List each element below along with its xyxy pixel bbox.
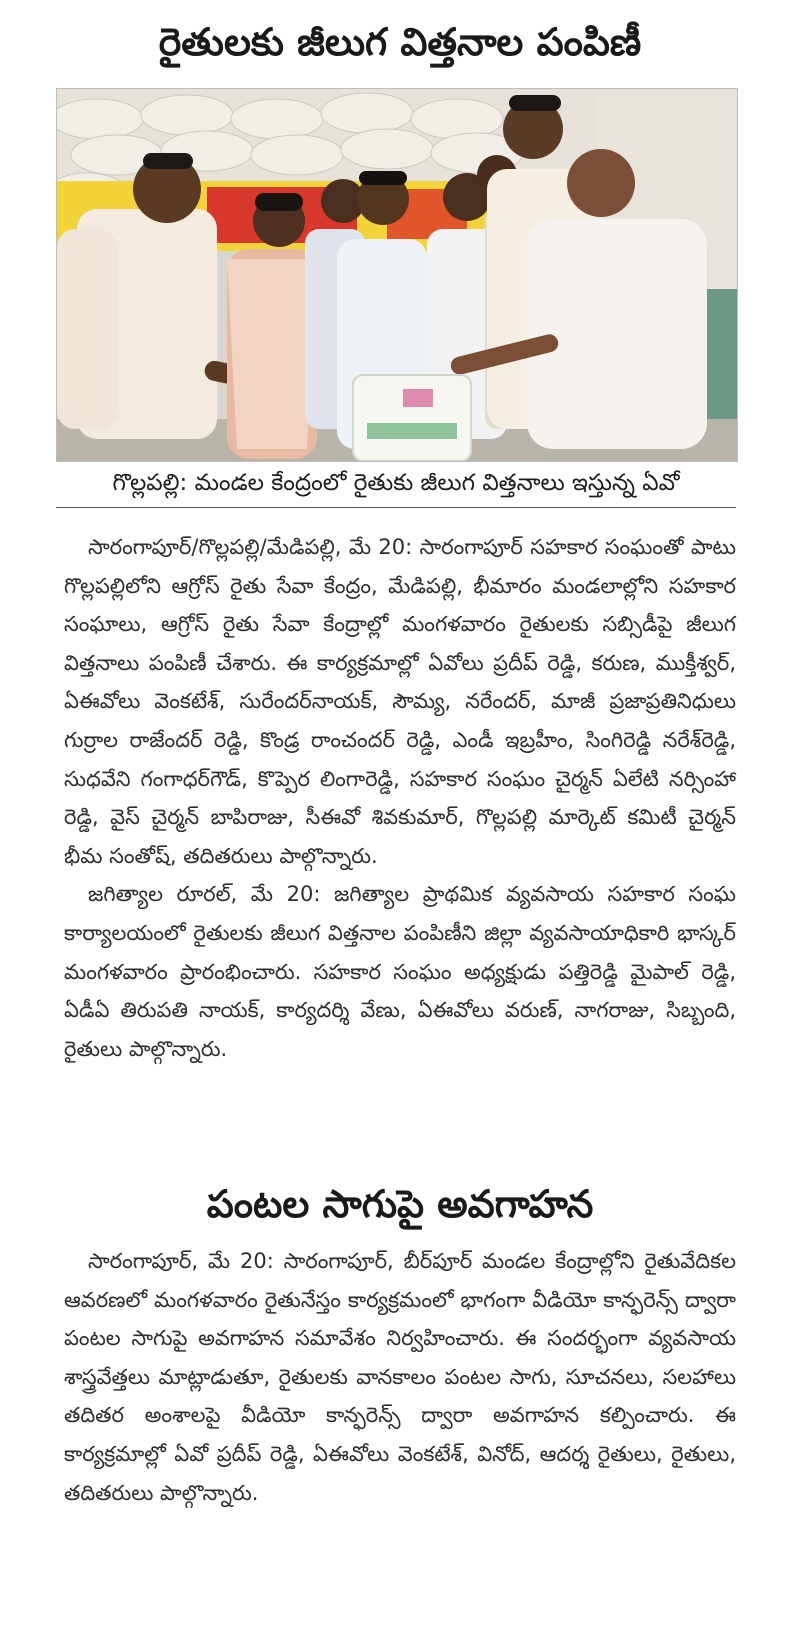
article2-body bbox=[64, 1242, 736, 1512]
article1-paragraph-1: సారంగాపూర్/గొల్లపల్లి/మేడిపల్లి, మే 20: సారంగాపూర్ సహకార సంఘంతో పాటు గొల్లపల్లిలోని ఆగ్రోస్ రైతు సేవా కేంద్రం, మేడిపల్లి, భీమారం మండలాల్లోని సహకార సంఘాలు, ఆగ్రోస్ రైతు సేవా కేంద్రాల్లో మంగళవారం రైతులకు సబ్సిడీపై జీలుగ విత్తనాలు పంపిణీ చేశారు. ఈ కార్యక్రమాల్లో ఏవోలు ప్రదీప్ రెడ్డి, కరుణ, ముక్తీశ్వర్, ఏఈవోలు వెంకటేశ్, సురేందర్‌నాయక్, సౌమ్య, నరేందర్, మాజీ ప్రజాప్రతినిధులు గుర్రాల రాజేందర్ రెడ్డి, కొండ్ర రాంచందర్ రెడ్డి, ఎండీ ఇబ్రహీం, సింగిరెడ్డి నరేశ్‌రెడ్డి, సుధవేని గంగాధర్‌గౌడ్, కొప్పెర లింగారెడ్డి, సహకార సంఘం చైర్మన్ ఏలేటి నర్సింహా రెడ్డి, వైస్ చైర్మన్ బాపిరాజు, సీఈవో శివకుమార్, గొల్లపల్లి మార్కెట్ కమిటీ చైర్మన్ భీమ సంతోష్, తదితరులు పాల్గొన్నారు. bbox=[64, 535, 736, 868]
photo-caption: గొల్లపల్లి: మండల కేంద్రంలో రైతుకు జీలుగ విత్తనాలు ఇస్తున్న ఏవో bbox=[112, 470, 680, 496]
news-photo bbox=[56, 88, 738, 462]
caption-divider bbox=[56, 507, 736, 508]
headline-crop-awareness: పంటల సాగుపై అవగాహన bbox=[206, 1182, 594, 1226]
article2-paragraph-1: సారంగాపూర్, మే 20: సారంగాపూర్, బీర్‌పూర్ మండల కేంద్రాల్లోని రైతువేదికల ఆవరణలో మంగళవారం రైతునేస్తం కార్యక్రమంలో భాగంగా వీడియో కాన్ఫరెన్స్ ద్వారా పంటల సాగుపై అవగాహన సమావేశం నిర్వహించారు. ఈ సందర్భంగా వ్యవసాయ శాస్త్రవేత్తలు మాట్లాడుతూ, రైతులకు వానకాలం పంటల సాగు, సూచనలు, సలహాలు తదితర అంశాలపై వీడియో కాన్ఫరెన్స్ ద్వారా అవగాహన కల్పించారు. ఈ కార్యక్రమాల్లో ఏవో ప్రదీప్ రెడ్డి, ఏఈవోలు వెంకటేశ్, వినోద్, ఆదర్శ రైతులు, రైతులు, తదితరులు పాల్గొన్నారు. bbox=[64, 1249, 736, 1505]
headline-seed-distribution: రైతులకు జీలుగ విత్తనాల పంపిణీ bbox=[158, 20, 642, 64]
article1-paragraph-2: జగిత్యాల రూరల్, మే 20: జగిత్యాల ప్రాథమిక వ్యవసాయ సహకార సంఘ కార్యాలయంలో రైతులకు జీలుగ విత్తనాల పంపిణీని జిల్లా వ్యవసాయాధికారి భాస్కర్ మంగళవారం ప్రారంభించారు. సహకార సంఘం అధ్యక్షుడు పత్తిరెడ్డి మైపాల్ రెడ్డి, ఏడీఏ తిరుపతి నాయక్, కార్యదర్శి వేణు, ఏఈవోలు వరుణ్, నాగరాజు, సిబ్బంది, రైతులు పాల్గొన్నారు. bbox=[64, 882, 736, 1061]
article1-body bbox=[64, 528, 736, 1068]
photo-illustration bbox=[57, 89, 737, 461]
